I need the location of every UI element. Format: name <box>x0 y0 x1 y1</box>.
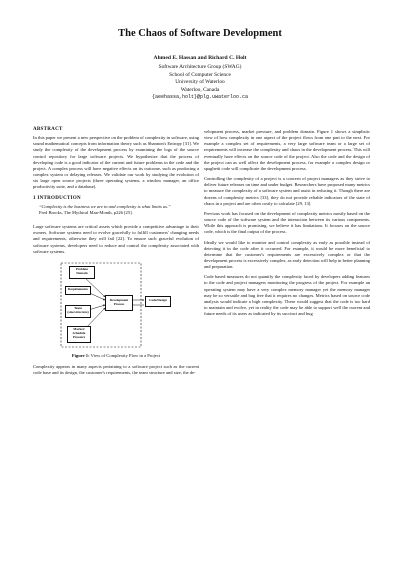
box-code-design: Code/Design <box>145 296 171 307</box>
right-paragraph-2: Controlling the complexity of a project is a concern of project managers as they strive to deliver future releases on time and under budget. Researchers have proposed many metrics to measure the complexity of a software system and assist in reducing it. Though there are dozens of complexity metrics [33], they do not provide reliable indicators of the state of chaos in a project and are often costly to calculate [29, 13]. <box>204 176 370 206</box>
left-column <box>33 127 199 380</box>
affiliation-university: University of Waterloo <box>175 79 225 86</box>
affiliation-group: Software Architecture Group (SWAG) <box>158 64 242 70</box>
intro-paragraph-2: Complexity appears in many aspects pertaining to a software project such as the current code base and its design, the customer's requirements, the team structure and size, the de- <box>33 363 199 376</box>
figure-caption-text: View of Complexity Flow in a Project <box>90 352 161 358</box>
epigraph-quote: “Complexity is the business we are in and complexity is what limits us.” <box>39 203 171 209</box>
abstract-text: In this paper we present a new perspective on the problem of complexity in software, using sound mathematical concepts from information theory such as Shannon's Entropy [31]. We study the complexity of the development process by examining the logs of the source control repository for large software projects. We hypothesize that the process of developing code is a good indicator of the current and future problems in the code and the project. A complex process will have negative effects on its outcome, such as producing a complex system or delaying releases. We validate our work by studying the evolution of six large open source projects (three operating systems, a window manager, an office productivity suite, and a database). <box>33 135 199 190</box>
intro-paragraph-1: Large software systems are critical assets which provide a competitive advantage to their owners. Software systems need to evolve gracefully to fulfill customers' changing needs and requirements, otherwise they will fail [22]. To ensure such graceful evolution of software systems, developers need to reduce and control the complexity associated with software systems. <box>33 224 199 254</box>
figure-caption-label: Figure 1: <box>71 352 90 358</box>
paper-authors: Ahmed E. Hassan and Richard C. Holt <box>153 55 247 61</box>
right-paragraph-5: Code based measures do not quantify the complexity faced by developers adding features to the code and project managers monitoring the progress of the project. For example an operating system may have a very complex memory manager yet the memory manager may be so versatile and bug free that it requires no changes. Metrics based on source code analysis would indicate a high complexity. These would suggest that the code is too hard to maintain and evolve, yet in reality the code may be able to support well the current and future needs of its users as indicated by its succinct and bug <box>204 274 370 317</box>
figure-1-diagram <box>33 259 199 351</box>
affiliation-location: Waterloo, Canada <box>180 86 220 93</box>
right-paragraph-3: Previous work has focused on the development of complexity metrics mostly based on the source code of the software system and the interaction between its various components. While this approach is promising, we believe it has limitations. It focuses on the source code, which is the final output of the process. <box>204 210 370 235</box>
box-requirements: Requirements <box>65 286 91 295</box>
box-market-schedule: Market/ Schedule Pressure <box>67 326 91 343</box>
box-problem-domain: Problem Domain <box>69 266 95 279</box>
affiliation-school: School of Computer Science <box>169 71 231 78</box>
right-paragraph-4: Ideally we would like to monitor and control complexity as early as possible instead of detecting it in the code after it occurred. For example, it would be more beneficial to determine that the customer's requirements are excessively complex or that the development process is excessively complex, as early detection will help in better planning and preparation. <box>204 239 370 270</box>
paper-title: The Chaos of Software Development <box>118 28 282 39</box>
figure-1-caption <box>33 353 199 359</box>
affiliation-block <box>0 64 400 102</box>
box-team: Team (size/structure) <box>65 305 91 318</box>
right-paragraph-1: velopment process, market pressure, and problem domain. Figure 1 shows a simplistic view of how complexity in one aspect of the project flows from one part to the next. For example a complex set of requirements, a very large software team or a large set of requirements will increase the complexity and chaos in the development process. This will eventually have effects on the source code of the project. Also the code and the design of the project can as well affect the development process, for example a complex design or spaghetti code will complicate the development process. <box>204 129 370 171</box>
epigraph-source: Fred Brooks, The Mythical Man-Month, p226 [25]. <box>39 209 133 215</box>
box-development-process: Development Process <box>105 295 133 311</box>
abstract-heading: ABSTRACT <box>33 127 63 132</box>
right-column <box>204 129 370 321</box>
introduction-heading: 1 INTRODUCTION <box>33 195 81 201</box>
author-email: {aeehassa,holt}@plg.uwaterloo.ca <box>151 94 248 101</box>
